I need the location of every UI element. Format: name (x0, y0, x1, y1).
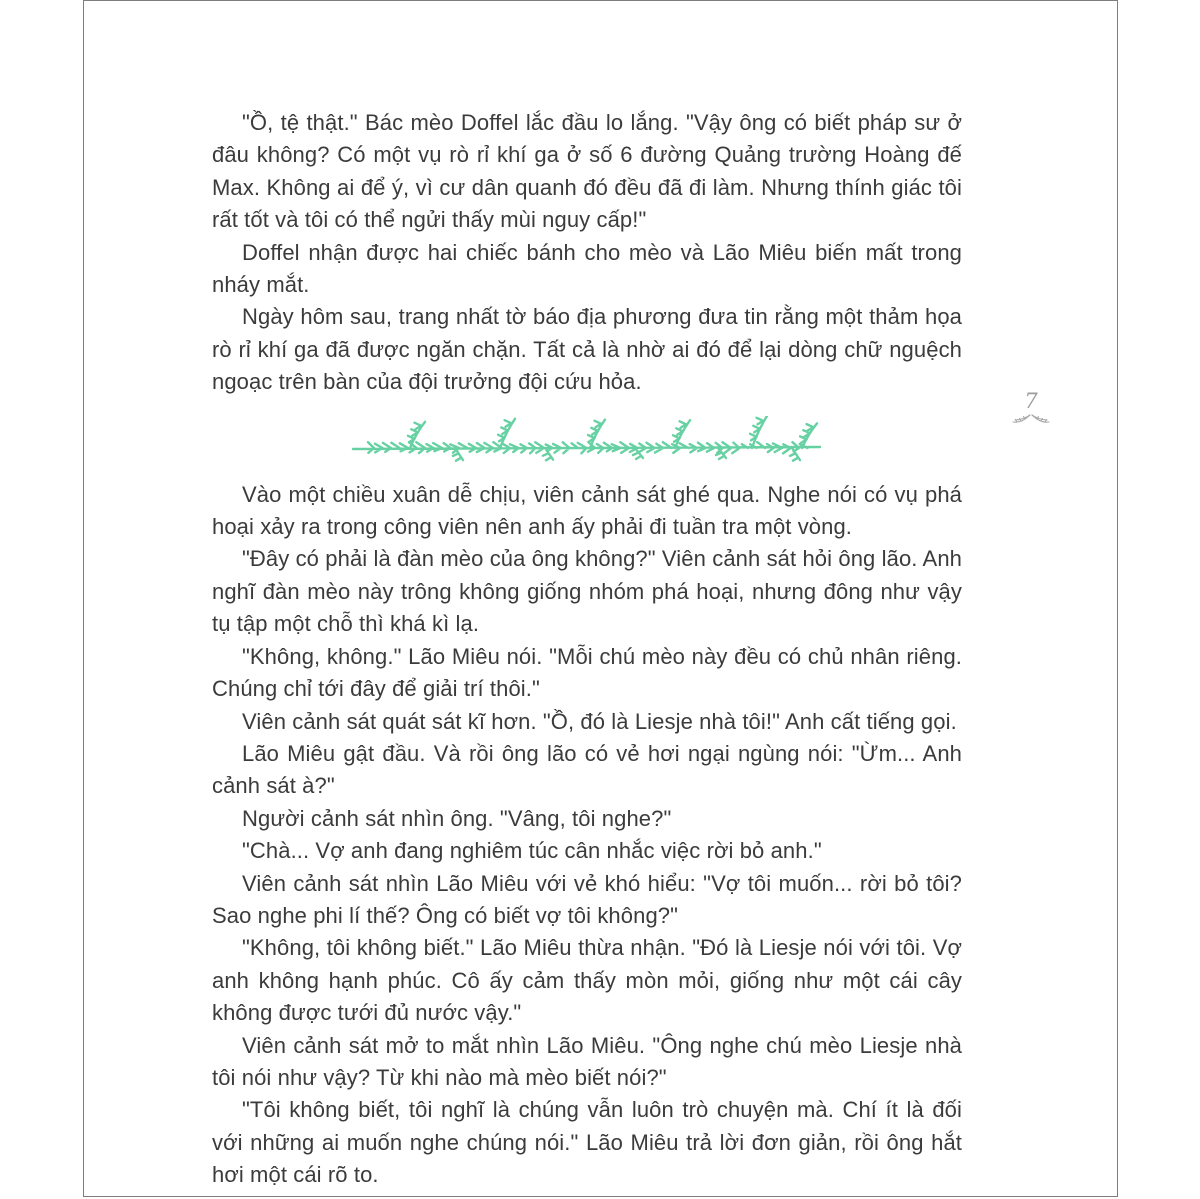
page-number-block (1007, 391, 1055, 431)
paragraph: "Đây có phải là đàn mèo của ông không?" Viên cảnh sát hỏi ông lão. Anh nghĩ đàn mèo này trông không giống nhóm phá hoại, nhưng đông như vậy tụ tập một chỗ thì khá kì lạ. (212, 546, 962, 637)
paragraph: "Không, không." Lão Miêu nói. "Mỗi chú mèo này đều có chủ nhân riêng. Chúng chỉ tới đây để giải trí thôi." (212, 643, 962, 702)
paragraph: Viên cảnh sát quát sát kĩ hơn. "Ồ, đó là Liesje nhà tôi!" Anh cất tiếng gọi. (242, 708, 957, 734)
fern-branch-icon (350, 416, 824, 464)
page-number: 7 (1024, 389, 1038, 413)
paragraph: Ngày hôm sau, trang nhất tờ báo địa phương đưa tin rằng một thảm họa rò rỉ khí ga đã được ngăn chặn. Tất cả là nhờ ai đó để lại dòng chữ nguệch ngoạc trên bàn của đội trưởng đội cứu hỏa. (212, 304, 962, 395)
paragraph: Viên cảnh sát mở to mắt nhìn Lão Miêu. "Ông nghe chú mèo Liesje nhà tôi nói như vậy? Từ khi nào mà mèo biết nói?" (212, 1032, 962, 1090)
section-divider (212, 416, 962, 464)
paragraph: Viên cảnh sát nhìn Lão Miêu với vẻ khó hiểu: "Vợ tôi muốn... rời bỏ tôi? Sao nghe phi lí thế? Ông có biết vợ tôi không?" (212, 870, 962, 928)
paragraph: Vào một chiều xuân dễ chịu, viên cảnh sát ghé qua. Nghe nói có vụ phá hoại xảy ra trong công viên nên anh ấy phải đi tuần tra một vòng. (212, 481, 962, 540)
paragraph: Người cảnh sát nhìn ông. "Vâng, tôi nghe?" (242, 805, 672, 831)
paragraph: Lão Miêu gật đầu. Và rồi ông lão có vẻ hơi ngại ngùng nói: "Ừm... Anh cảnh sát à?" (212, 740, 962, 799)
paragraph: "Chà... Vợ anh đang nghiêm túc cân nhắc việc rời bỏ anh." (242, 838, 822, 864)
book-page-frame (83, 0, 1118, 1197)
paragraph: "Không, tôi không biết." Lão Miêu thừa nhận. "Đó là Liesje nói với tôi. Vợ anh không hạnh phúc. Cô ấy cảm thấy mòn mỏi, giống như một cái cây không được tưới đủ nước vậy." (212, 935, 962, 1026)
story-text-block (212, 107, 962, 1192)
feather-flourish-icon (1010, 412, 1052, 426)
paragraph: Doffel nhận được hai chiếc bánh cho mèo và Lão Miêu biến mất trong nháy mắt. (212, 239, 962, 298)
paragraph: "Tôi không biết, tôi nghĩ là chúng vẫn luôn trò chuyện mà. Chí ít là đối với những ai muốn nghe chúng nói." Lão Miêu trả lời đơn giản, rồi ông hắt hơi một cái rõ to. (212, 1097, 962, 1188)
paragraph: "Ồ, tệ thật." Bác mèo Doffel lắc đầu lo lắng. "Vậy ông có biết pháp sư ở đâu không? Có một vụ rò rỉ khí ga ở số 6 đường Quảng trường Hoàng đế Max. Không ai để ý, vì cư dân quanh đó đều đã đi làm. Nhưng thính giác tôi rất tốt và tôi có thể ngửi thấy mùi nguy cấp!" (212, 110, 962, 233)
